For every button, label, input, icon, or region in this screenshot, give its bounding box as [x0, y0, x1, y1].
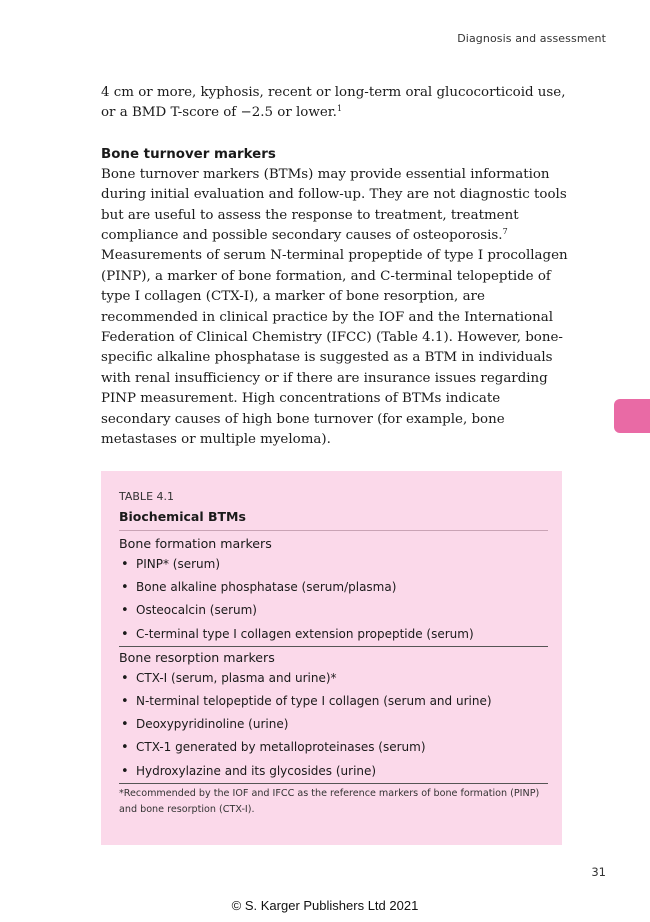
table-label: TABLE 4.1: [119, 490, 175, 503]
list-item: • PINP* (serum): [119, 553, 548, 576]
table-box: [101, 471, 562, 845]
section-reference: 7: [502, 227, 508, 237]
copyright-notice: © S. Karger Publishers Ltd 2021: [231, 898, 419, 913]
formation-markers-heading: Bone formation markers: [119, 536, 272, 551]
section-paragraph: [101, 165, 569, 451]
chapter-thumb-tab: [614, 399, 650, 433]
intro-text: 4 cm or more, kyphosis, recent or long-term oral glucocorticoid use, or a BMD T-score of −2.5 or lower.: [101, 85, 566, 121]
section-text-part1: Bone turnover markers (BTMs) may provide essential information during initial evaluation and follow-up. They are not diagnostic tools but are useful to assess the response to treatment, treatment compliance and possible secondary causes of osteoporosis.: [101, 166, 567, 244]
list-item: • Osteocalcin (serum): [119, 599, 548, 622]
list-item: • Hydroxylazine and its glycosides (urine): [119, 760, 548, 783]
list-item: • Bone alkaline phosphatase (serum/plasma): [119, 576, 548, 599]
page-number: 31: [591, 865, 606, 879]
resorption-markers-list: [119, 667, 548, 784]
running-header: Diagnosis and assessment: [457, 32, 606, 45]
intro-paragraph: [101, 83, 569, 124]
section-text-part2: Measurements of serum N-terminal propeptide of type I procollagen (PINP), a marker of bone formation, and C-terminal telopeptide of type I collagen (CTX-I), a marker of bone resorption, are recommended in clinical practice by the IOF and the International Federation of Clinical Chemistry (IFCC) (Table 4.1). However, bone-specific alkaline phosphatase is suggested as a BTM in individuals with renal insufficiency or if there are insurance issues regarding PINP measurement. High concentrations of BTMs indicate secondary causes of high bone turnover (for example, bone metastases or multiple myeloma).: [101, 248, 568, 448]
section-heading: Bone turnover markers: [101, 146, 276, 162]
list-item: • CTX-I (serum, plasma and urine)*: [119, 667, 548, 690]
list-item: • Deoxypyridinoline (urine): [119, 713, 548, 736]
list-item: • C-terminal type I collagen extension propeptide (serum): [119, 623, 548, 646]
list-item: • N-terminal telopeptide of type I collagen (serum and urine): [119, 690, 548, 713]
table-footnote: *Recommended by the IOF and IFCC as the reference markers of bone formation (PINP) and bone resorption (CTX-I).: [119, 787, 540, 815]
main-content: [101, 83, 569, 451]
list-item: • CTX-1 generated by metalloproteinases (serum): [119, 736, 548, 759]
formation-markers-list: [119, 553, 548, 647]
table-title: Biochemical BTMs: [119, 508, 548, 531]
resorption-markers-heading: Bone resorption markers: [119, 649, 275, 665]
intro-reference: 1: [336, 104, 343, 114]
